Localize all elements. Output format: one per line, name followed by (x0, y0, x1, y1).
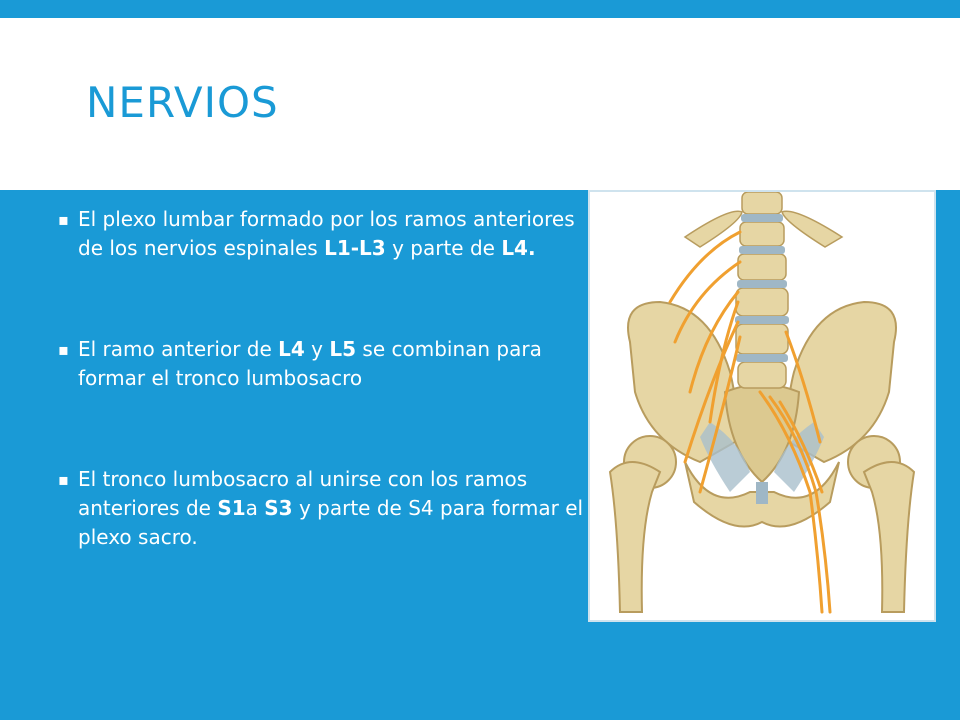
bullet-marker-icon: ▪ (58, 210, 69, 229)
bullet-item: ▪ El plexo lumbar formado por los ramos anteriores de los nervios espinales L1-L3 y parte de L4. (58, 207, 575, 260)
pelvis-lumbosacral-plexus-illustration-icon (590, 192, 934, 620)
top-accent-bar (0, 0, 960, 18)
anatomy-image-frame (588, 190, 936, 622)
slide-title: NERVIOS (86, 78, 279, 127)
bullet-item: ▪ El tronco lumbosacro al unirse con los ramos anteriores de S1a S3 y parte de S4 para formar el plexo sacro. (58, 467, 584, 549)
bullet-item: ▪ El ramo anterior de L4 y L5 se combinan para formar el tronco lumbosacro (58, 337, 542, 390)
bullet-list (56, 205, 586, 552)
bullet-marker-icon: ▪ (58, 470, 69, 489)
bullet-marker-icon: ▪ (58, 340, 69, 359)
